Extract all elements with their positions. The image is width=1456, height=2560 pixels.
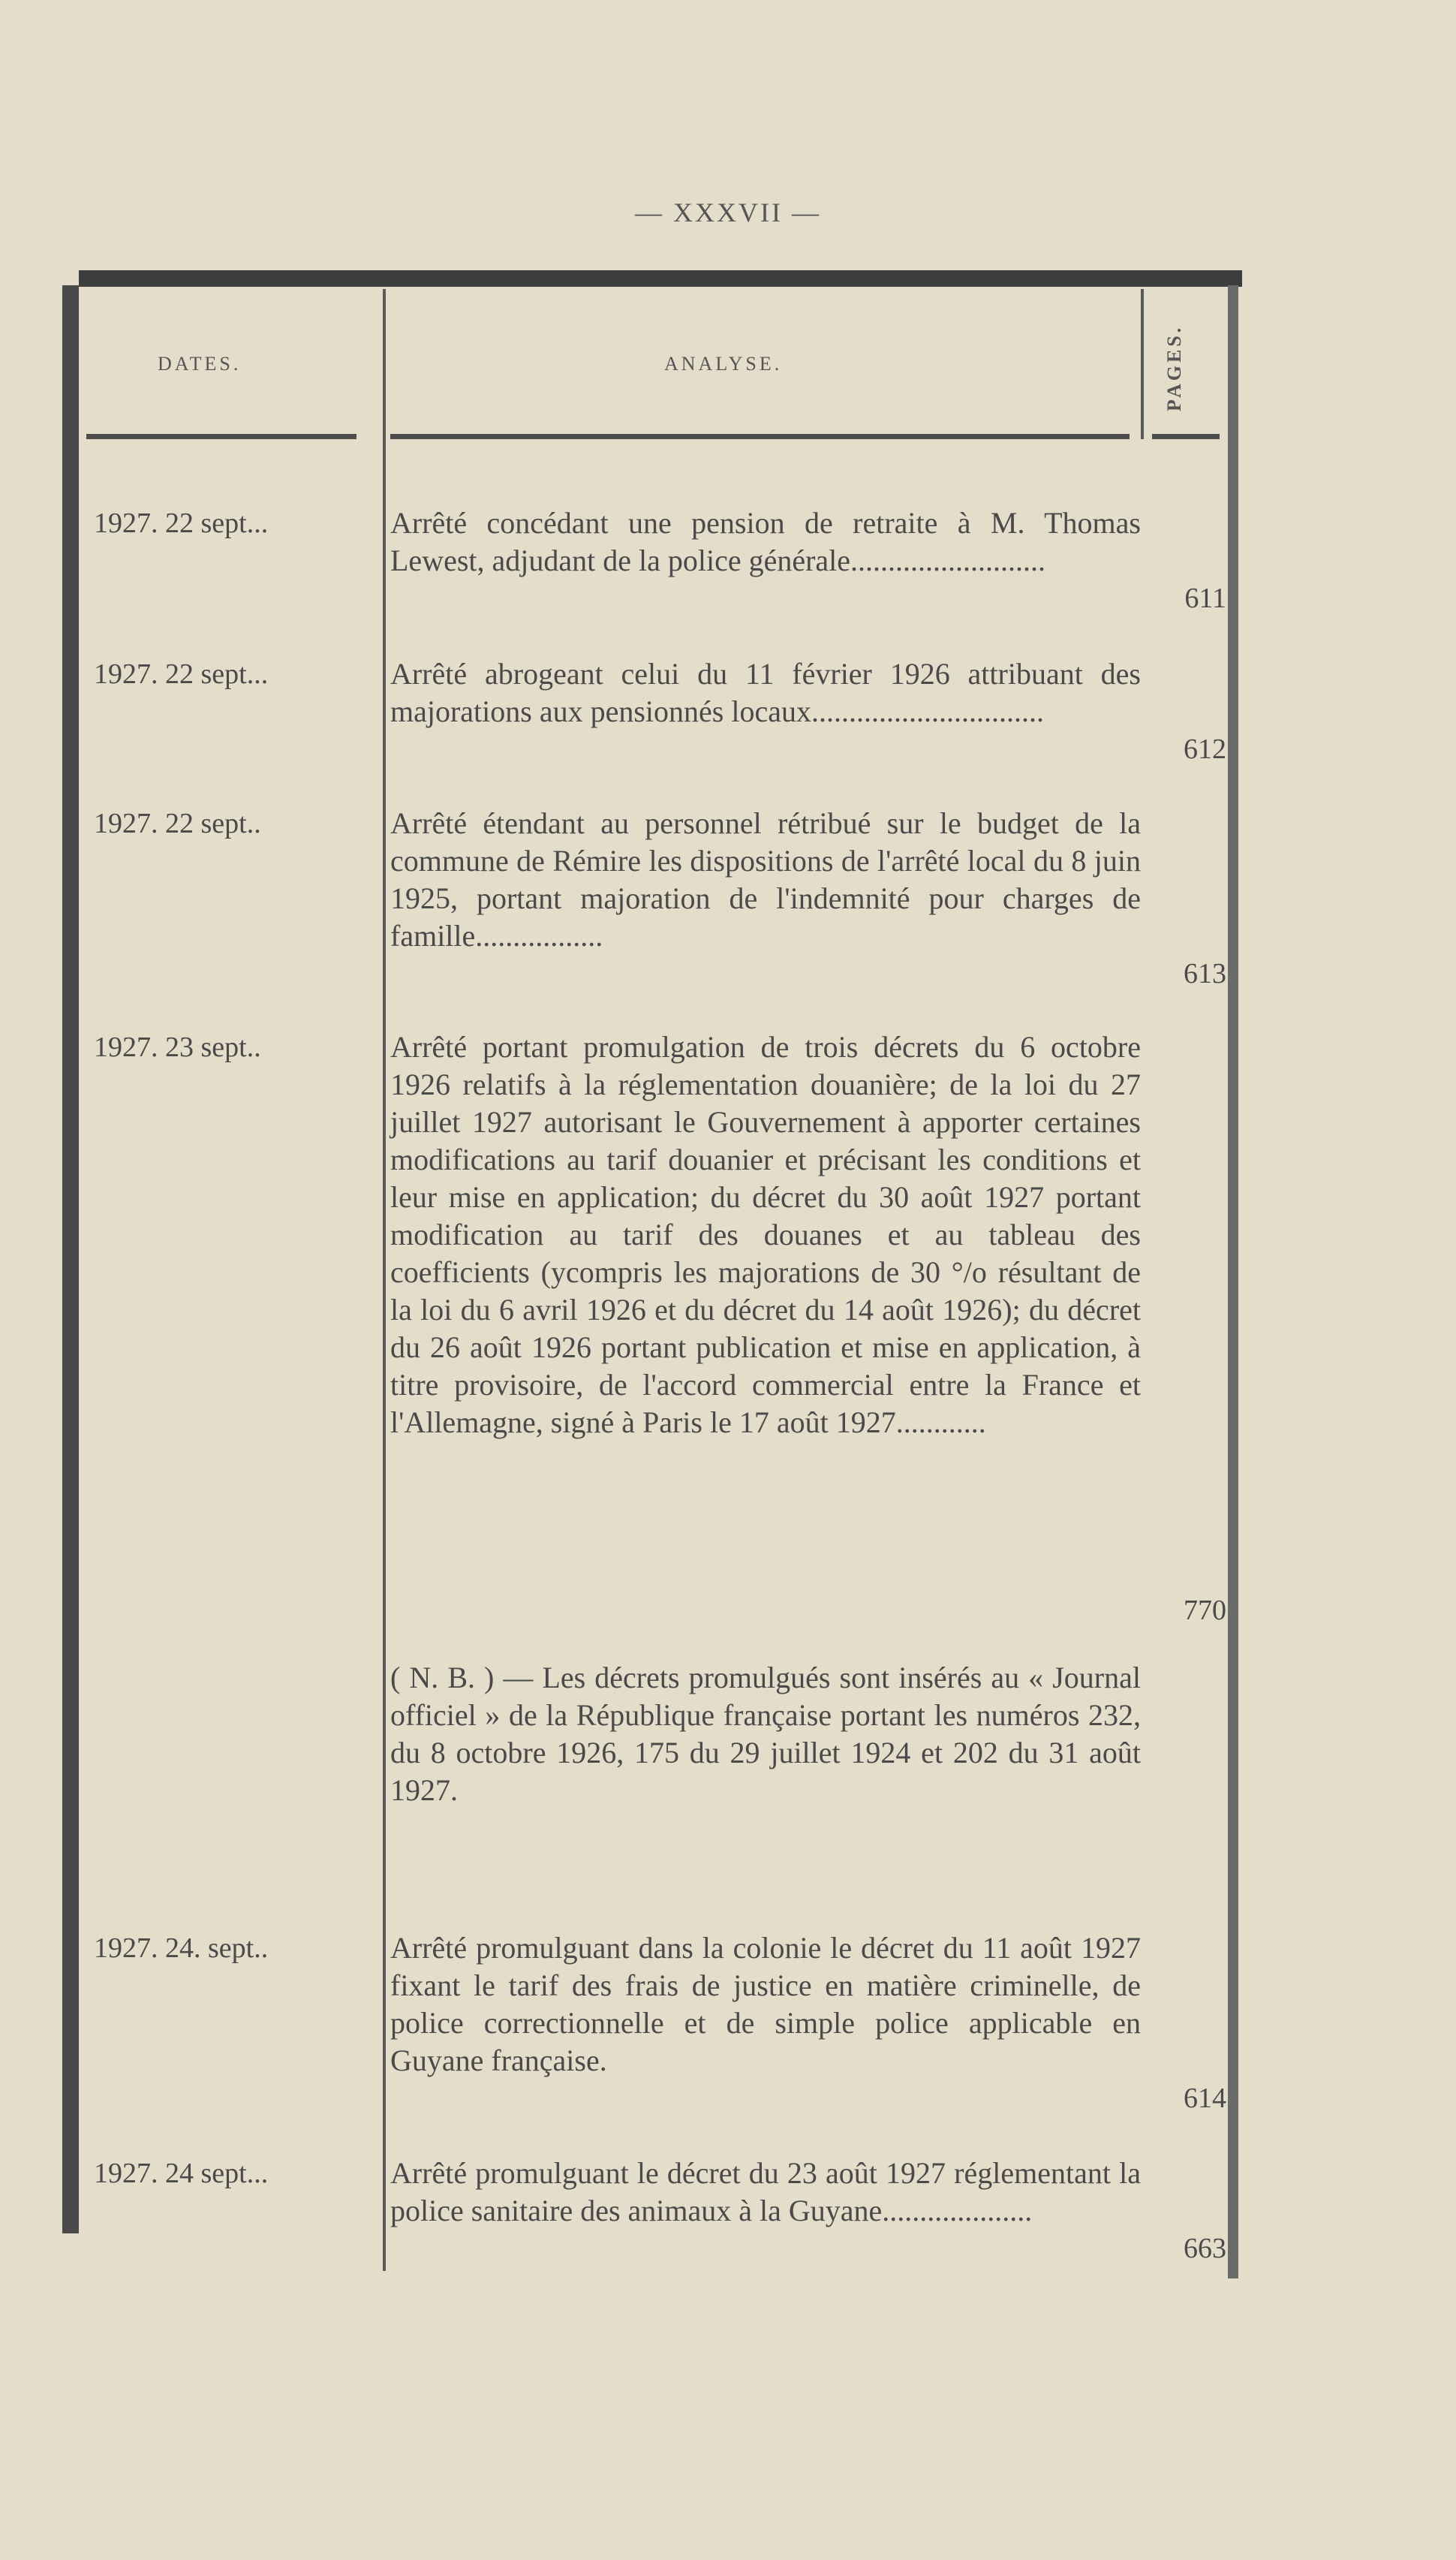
column-header-dates: DATES.	[158, 353, 242, 375]
entry-analysis: Arrêté portant promulgation de trois décrets du 6 octobre 1926 relatifs à la réglementation douanière; de la loi du 27 juillet 1927 autorisant le Gouvernement à apporter certaines modifications au tarif douanier et précisant les conditions et leur mise en application; du décret du 30 août 1927 portant modification au tarif des douanes et au tableau des coefficients (ycompris les majorations de 30 °/o résultant de la loi du 6 avril 1926 et du décret du 14 août 1926); du décret du 26 août 1926 portant publication et mise en application, à titre provisoire, de l'accord commercial entre la France et l'Allemagne, signé à Paris le 17 août 1927............	[390, 1030, 1141, 1439]
entry-analysis: Arrêté promulguant le décret du 23 août 1927 réglementant la police sanitaire des animaux à la Guyane....................	[390, 2156, 1141, 2227]
column-separator-dates	[383, 289, 386, 2271]
entry-page: 770	[1184, 1595, 1226, 1626]
table-left-border	[62, 285, 79, 2233]
header-rule	[86, 434, 356, 439]
entry-page: 663	[1184, 2233, 1226, 2264]
entry-date: 1927. 22 sept...	[94, 507, 269, 539]
entry-analysis: Arrêté étendant au personnel rétribué sur le budget de la commune de Rémire les dispositions de l'arrêté local du 8 juin 1925, portant majoration de l'indemnité pour charges de famille.................	[390, 806, 1141, 953]
header-rule	[1152, 434, 1220, 439]
entry-date: 1927. 24 sept...	[94, 2158, 269, 2189]
column-header-analyse: ANALYSE.	[664, 353, 783, 375]
header-rule	[390, 434, 1130, 439]
column-separator-pages	[1141, 289, 1144, 439]
entry-date: 1927. 24. sept..	[94, 1932, 269, 1964]
column-header-pages: PAGES.	[1163, 324, 1185, 411]
entry-page: 614	[1184, 2083, 1226, 2114]
entry-note: ( N. B. ) — Les décrets promulgués sont insérés au « Journal officiel » de la République française portant les numéros 232, du 8 octobre 1926, 175 du 29 juillet 1924 et 202 du 31 août 1927.	[390, 1661, 1141, 1807]
entry-page: 611	[1184, 583, 1226, 614]
entry-page: 612	[1184, 733, 1226, 765]
entry-date: 1927. 22 sept..	[94, 808, 261, 839]
page-number: — XXXVII —	[635, 197, 821, 227]
entry-page: 613	[1184, 958, 1226, 989]
top-rule	[79, 270, 1242, 287]
table-right-border	[1228, 285, 1238, 2278]
entry-date: 1927. 22 sept...	[94, 658, 269, 690]
entry-analysis: Arrêté promulguant dans la colonie le décret du 11 août 1927 fixant le tarif des frais de justice en matière criminelle, de police correctionnelle et de simple police applicable en Guyane française.	[390, 1931, 1141, 2077]
entry-date: 1927. 23 sept..	[94, 1032, 261, 1063]
entry-analysis: Arrêté concédant une pension de retraite à M. Thomas Lewest, adjudant de la police générale..........................	[390, 506, 1141, 577]
entry-analysis: Arrêté abrogeant celui du 11 février 1926 attribuant des majorations aux pensionnés locaux...............................	[390, 657, 1141, 728]
